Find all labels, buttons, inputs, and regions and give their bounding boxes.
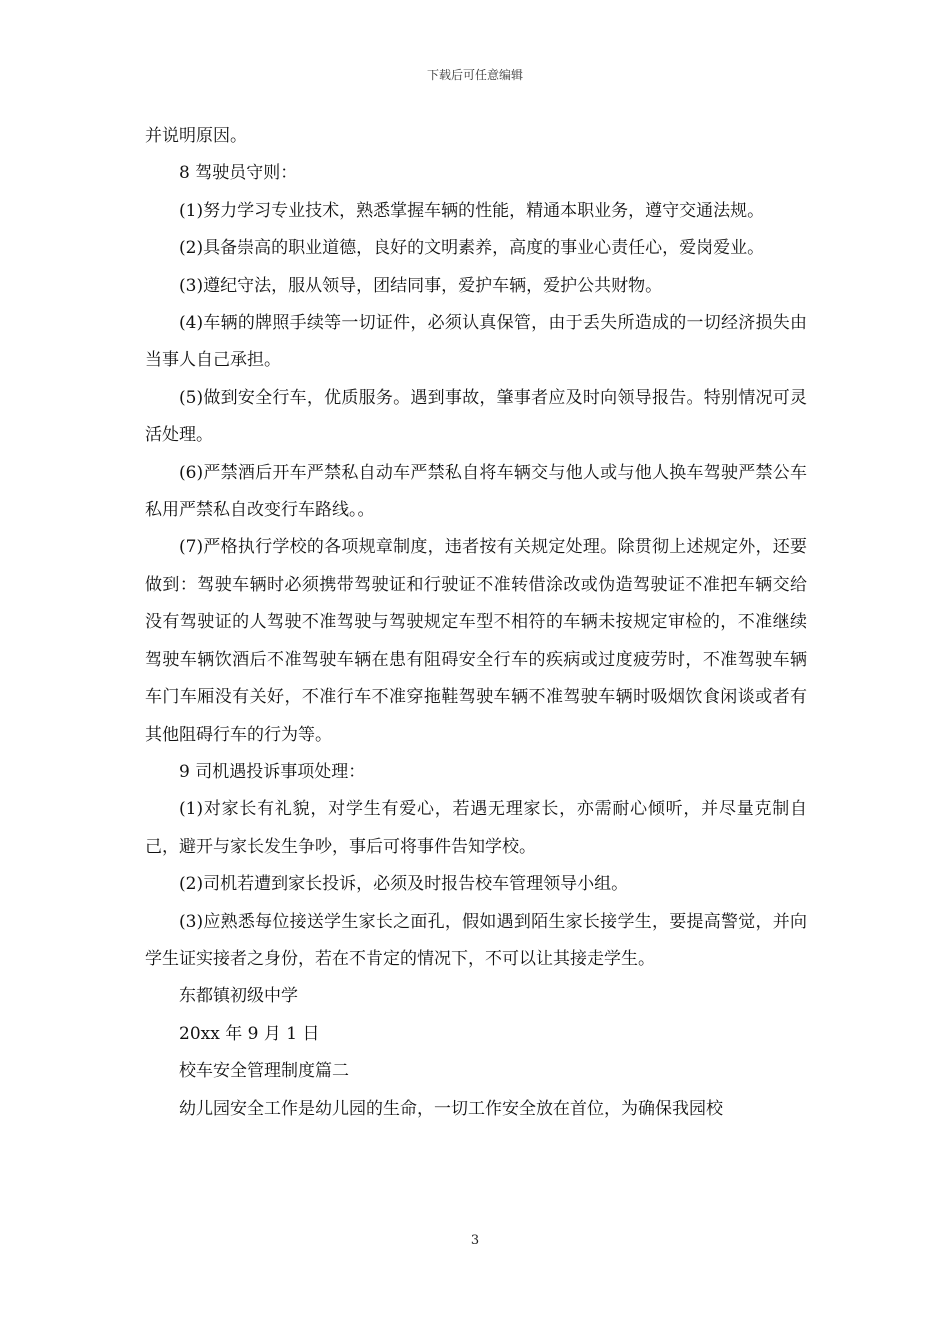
paragraph-continuation: 并说明原因。 [145, 126, 247, 146]
section-heading-complaints: 9 司机遇投诉事项处理： [179, 761, 366, 782]
rule-item-5: (5)做到安全行车，优质服务。遇到事故，肇事者应及时向领导报告。特别情况可灵活处理。 [145, 387, 807, 446]
page-number: 3 [470, 1233, 480, 1248]
rule-item-4: (4)车辆的牌照手续等一切证件，必须认真保管，由于丢失所造成的一切经济损失由当事人自己承担。 [145, 313, 807, 371]
signature-date: 20xx 年 9 月 1 日 [179, 1023, 320, 1044]
signature-school: 东都镇初级中学 [179, 986, 298, 1007]
complaint-item-2: (2)司机若遭到家长投诉，必须及时报告校车管理领导小组。 [179, 874, 629, 895]
rule-item-3: (3)遵纪守法，服从领导，团结同事，爱护车辆，爱护公共财物。 [179, 275, 663, 296]
rule-item-2: (2)具备崇高的职业道德，良好的文明素养，高度的事业心责任心，爱岗爱业。 [179, 238, 765, 259]
section-title-part-two: 校车安全管理制度篇二 [179, 1061, 349, 1082]
rule-item-6: (6)严禁酒后开车严禁私自动车严禁私自将车辆交与他人或与他人换车驾驶严禁公车私用严禁私自改变行车路线。。 [145, 462, 807, 521]
paragraph-intro: 幼儿园安全工作是幼儿园的生命，一切工作安全放在首位，为确保我园校 [179, 1098, 723, 1119]
document-body [145, 118, 807, 1128]
page-header: 下载后可任意编辑 [426, 68, 523, 82]
complaint-item-3: (3)应熟悉每位接送学生家长之面孔，假如遇到陌生家长接学生，要提高警觉，并向学生证实接者之身份，若在不肯定的情况下，不可以让其接走学生。 [145, 911, 807, 969]
rule-item-1: (1)努力学习专业技术，熟悉掌握车辆的性能，精通本职业务，遵守交通法规。 [179, 200, 765, 221]
rule-item-7: (7)严格执行学校的各项规章制度，违者按有关规定处理。除贯彻上述规定外，还要做到：驾驶车辆时必须携带驾驶证和行驶证不准转借涂改或伪造驾驶证不准把车辆交给没有驾驶证的人驾驶不准驾驶与驾驶规定车型不相符的车辆未按规定审检的，不准继续驾驶车辆饮酒后不准驾驶车辆在患有阻碍安全行车的疾病或过度疲劳时，不准驾驶车辆车门车厢没有关好，不准行车不准穿拖鞋驾驶车辆不准驾驶车辆时吸烟饮食闲谈或者有其他阻碍行车的行为等。 [145, 537, 807, 745]
section-heading-driver-rules: 8 驾驶员守则： [179, 163, 298, 184]
complaint-item-1: (1)对家长有礼貌，对学生有爱心，若遇无理家长，亦需耐心倾听，并尽量克制自己，避开与家长发生争吵，事后可将事件告知学校。 [145, 799, 807, 857]
